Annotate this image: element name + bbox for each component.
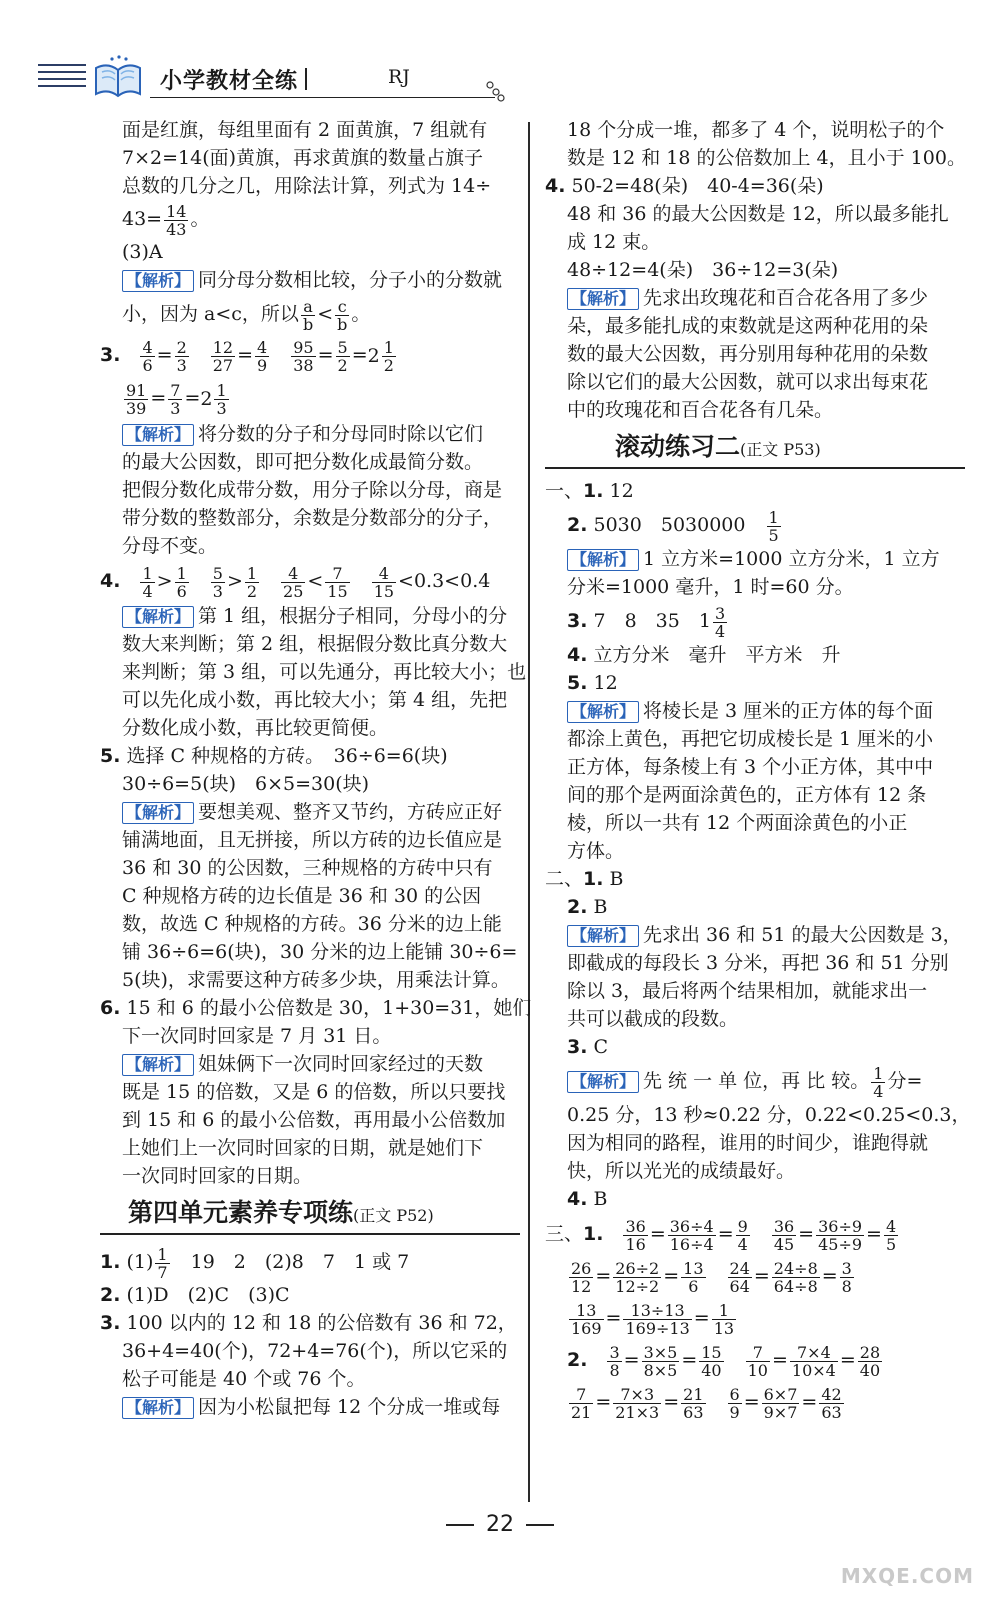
p32-row2 [545,1381,965,1423]
analysis-tag: 【解析】 [567,1071,639,1093]
section-title-rolling2: 滚动练习二(正文 P53) [545,430,965,469]
fraction: $\frac{24\div 8}{64\div 8}$ [773,1258,818,1296]
p24-line: 4. B [567,1188,608,1210]
title-separator [305,68,307,90]
fraction: $\frac{7}{3}$ [170,380,181,418]
text: 2. [567,1349,588,1371]
fraction: $\frac{24}{64}$ [729,1258,750,1296]
analysis-line: 【解析】 要想美观、整齐又节约，方砖应正好 [100,798,520,826]
q5-line: 30÷6=5(块) 6×5=30(块) [122,773,370,795]
fraction: $\frac{4}{5}$ [885,1216,897,1254]
analysis-line: 间的那个是两面涂黄色的，正方体有 12 条 [567,784,927,806]
p22-line: 2. B [567,896,608,918]
text-line [100,200,520,238]
analysis-line: 数的最大公因数，再分别用每种花用的朵数 [567,343,929,365]
fraction: $\frac{26\div 2}{12\div 2}$ [615,1258,660,1296]
fraction: $\frac{1}{4}$ [142,563,153,601]
text: = [839,1349,856,1371]
text: = [623,1349,640,1371]
fraction: $\frac{12}{27}$ [212,337,234,375]
text: = [184,387,201,409]
fraction: $\frac{14}{43}$ [166,201,187,239]
fraction: $\frac{36}{45}$ [773,1216,795,1254]
fraction: $\frac{7\times 3}{21\times 3}$ [615,1384,660,1422]
analysis-line: 【解析】 先 统 一 单 位，再 比 较。 $\frac{1}{4}$ 分= [545,1061,965,1101]
s3-line: 松子可能是 40 个或 76 个。 [122,1368,366,1390]
header-underline [150,97,495,98]
text: < [307,570,324,592]
fraction: $\frac{4}{15}$ [373,563,395,601]
text: 2 [200,388,213,410]
fraction: $\frac{1}{6}$ [176,563,187,601]
q3-row1 [100,334,520,377]
analysis-line: 除以 3，最后将两个结果相加，就能求出一 [567,980,928,1002]
text: = [605,1307,622,1329]
fraction: $\frac{5}{3}$ [212,563,223,601]
fraction: $\frac{5}{2}$ [337,337,348,375]
analysis-line: 铺满地面，且无拼接，所以方砖的边长值应是 [122,829,503,851]
analysis-tag: 【解析】 [567,701,639,723]
analysis-line: 【解析】 先求出 36 和 51 的最大公因数是 3， [545,921,965,949]
q4-line: 成 12 束。 [567,231,661,253]
analysis-line: 【解析】 同分母分数相比较，分子小的分数就 [100,266,520,294]
q6-line: 6. 15 和 6 的最小公倍数是 30，1+30=31，她们 [100,997,532,1019]
fraction: $\frac{36\div 4}{16\div 4}$ [669,1216,714,1254]
analysis-line: 既是 15 的倍数，又是 6 的倍数，所以只要找 [122,1081,506,1103]
text: > [156,570,173,592]
fraction: $\frac{13}{6}$ [683,1258,704,1296]
analysis-line: 【解析】 将棱长是 3 厘米的正方体的每个面 [545,697,965,725]
fraction: $\frac{1}{2}$ [383,337,394,375]
fraction: $\frac{13\div 13}{169\div 13}$ [625,1300,690,1338]
fraction: $\frac{1}{4}$ [873,1063,884,1101]
p5-line: 5. 12 [567,672,618,694]
p23-line: 3. C [567,1036,609,1058]
fraction: $\frac{6}{9}$ [729,1384,740,1422]
analysis-line: 【解析】 因为小松鼠把每 12 个分成一堆或每 [100,1393,520,1421]
analysis-line: 把假分数化成带分数，用分子除以分母，商是 [122,479,503,501]
q4-line: 4. 50-2=48(朵) 40-4=36(朵) [545,175,824,197]
text: = [595,1265,612,1287]
fraction: $\frac{36\div 9}{45\div 9}$ [818,1216,863,1254]
analysis-line: 【解析】 1 立方米=1000 立方分米，1 立方 [545,545,965,573]
q5-line: 5. 选择 C 种规格的方砖。 36÷6=6(块) [100,745,448,767]
section-title-unit4: 第四单元素养专项练(正文 P52) [100,1196,520,1235]
page-header [0,50,1000,110]
analysis-line: C 种规格方砖的边长值是 36 和 30 的公因 [122,885,482,907]
fraction: $\frac{13}{169}$ [571,1300,602,1338]
fraction: $\frac{1}{13}$ [713,1300,735,1338]
q3-row2 [100,377,520,420]
analysis-line: 上她们上一次同时回家的日期，就是她们下 [122,1137,484,1159]
text: = [595,1391,612,1413]
analysis-line: 中的玫瑰花和百合花各有几朵。 [567,399,834,421]
text: = [150,387,167,409]
analysis-line: 可以先化成小数，再比较大小；第 4 组，先把 [122,689,508,711]
fraction: $\frac{4}{9}$ [257,337,268,375]
p32-row1 [545,1339,965,1381]
fraction: $\frac{15}{40}$ [701,1342,722,1380]
fraction: $\frac{28}{40}$ [859,1342,881,1380]
text: = [801,1391,818,1413]
analysis-line: 36 和 30 的公因数，三种规格的方砖中只有 [122,857,493,879]
analysis-line: 【解析】 先求出玫瑰花和百合花各用了多少 [545,284,965,312]
fraction: $\frac{21}{63}$ [683,1384,704,1422]
analysis-tag: 【解析】 [567,549,639,571]
p3-line: 3. 7 8 35 1 $\frac{3}{4}$ [567,603,726,641]
p21-line: 二、1. B [545,868,624,890]
fraction: $\frac{95}{38}$ [293,337,314,375]
analysis-tag: 【解析】 [567,925,639,947]
fraction: $\frac{c}{b}$ [337,296,348,334]
watermark-text: MXQE.COM [840,1564,974,1588]
fraction: $\frac{7}{10}$ [747,1342,768,1380]
fraction: $\frac{3}{4}$ [714,603,726,641]
open-book-icon [92,54,144,100]
text: = [156,344,173,366]
fraction: $\frac{7}{21}$ [571,1384,592,1422]
page-number: 22 [0,1512,1000,1537]
fraction: $\frac{7\times 4}{10\times 4}$ [791,1342,836,1380]
text: 。 [190,208,210,230]
text: 43= [122,208,163,230]
right-column [545,116,971,1423]
analysis-tag: 【解析】 [122,424,194,446]
analysis-line: 分米=1000 毫升，1 时=60 分。 [567,576,854,598]
analysis-line: 带分数的整数部分，余数是分数部分的分子， [122,507,503,529]
fraction: $\frac{a}{b}$ [302,296,314,334]
text: = [681,1349,698,1371]
analysis-line: 的最大公因数，即可把分数化成最简分数。 [122,451,484,473]
edition-label: RJ [388,66,410,88]
decorative-circles-icon [486,80,506,102]
analysis-line: 即截成的每段长 3 分米，再把 36 和 51 分别 [567,952,949,974]
text: = [771,1349,788,1371]
text-line: 7×2=14(面)黄旗，再求黄旗的数量占旗子 [122,147,484,169]
text: = [821,1265,838,1287]
analysis-tag: 【解析】 [122,1397,194,1419]
analysis-line: 铺 36÷6=6(块)，30 分米的边上能铺 30÷6= [122,941,518,963]
analysis-line: 棱，所以一共有 12 个两面涂黄色的小正 [567,812,908,834]
fraction: $\frac{1}{3}$ [216,380,227,418]
text: = [351,344,368,366]
analysis-line: 方体。 [567,840,625,862]
analysis-line: 【解析】 第 1 组，根据分子相同，分母小的分 [100,602,520,630]
s3-line: 3. 100 以内的 12 和 18 的公倍数有 36 和 72， [100,1312,517,1334]
p2-line: 2. 5030 5030000 $\frac{1}{5}$ [567,507,779,545]
fraction: $\frac{42}{63}$ [821,1384,842,1422]
fraction: $\frac{1}{2}$ [246,563,258,601]
analysis-line: 来判断；第 3 组，可以先通分，再比较大小；也 [122,661,527,683]
analysis-line: 数，故选 C 种规格的方砖。36 分米的边上能 [122,913,502,935]
p1-line: 一、1. 12 [545,480,634,502]
fraction: $\frac{1}{7}$ [157,1244,168,1282]
analysis-line: 正方体，每条棱上有 3 个小正方体，其中中 [567,756,934,778]
column-divider [528,122,530,1502]
fraction: $\frac{4}{25}$ [283,563,304,601]
analysis-tag: 【解析】 [122,270,194,292]
analysis-line: 因为相同的路程，谁用的时间少，谁跑得就 [567,1132,929,1154]
s1-line: 1. (1) $\frac{1}{7}$ 19 2 (2)8 7 1 或 7 [100,1244,410,1282]
text: = [663,1265,680,1287]
text: = [317,344,334,366]
analysis-line: 5(块)，求需要这种方砖多少块，用乘法计算。 [122,969,510,991]
analysis-line: 一次同时回家的日期。 [122,1165,313,1187]
fraction: $\frac{3}{8}$ [841,1258,852,1296]
left-column [100,116,532,1421]
series-title: 小学教材全练 [160,69,299,94]
analysis-tag: 【解析】 [122,1054,194,1076]
fraction: $\frac{36}{16}$ [625,1216,646,1254]
text: 1. [583,1223,604,1245]
analysis-line: 【解析】 姐妹俩下一次同时回家经过的天数 [100,1050,520,1078]
text-line: 18 个分成一堆，都多了 4 个，说明松子的个 [567,119,945,141]
fraction: $\frac{3\times 5}{8\times 5}$ [643,1342,678,1380]
text: 3. [100,344,121,366]
analysis-line: 小，因为 a<c，所以 $\frac{a}{b}$ < $\frac{c}{b}$ 。 [122,296,371,334]
fraction: $\frac{6\times 7}{9\times 7}$ [763,1384,798,1422]
text: = [693,1307,710,1329]
text: = [717,1223,734,1245]
q6-line: 下一次同时回家是 7 月 31 日。 [122,1025,392,1047]
q4-line: 48÷12=4(朵) 36÷12=3(朵) [567,259,839,281]
q4-line: 48 和 36 的最大公因数是 12，所以最多能扎 [567,203,949,225]
analysis-line: 分母不变。 [122,535,218,557]
text: = [753,1265,770,1287]
text: 4. [100,570,121,592]
analysis-line: 数大来判断；第 2 组，根据假分数比真分数大 [122,633,508,655]
text-line: 数是 12 和 18 的公倍数加上 4，且小于 100。 [567,147,966,169]
fraction: $\frac{91}{39}$ [126,380,147,418]
s3-line: 36+4=40(个)，72+4=76(个)，所以它采的 [122,1340,508,1362]
p31-row3 [545,1297,965,1339]
p31-row2 [545,1255,965,1297]
header-lines [38,64,86,92]
fraction: $\frac{7}{15}$ [327,563,348,601]
text: = [798,1223,815,1245]
watermark [808,1530,978,1590]
text: <0.3<0.4 [398,570,491,592]
analysis-tag: 【解析】 [567,288,639,310]
text-line: 面是红旗，每组里面有 2 面黄旗，7 组就有 [122,119,488,141]
text: = [663,1391,680,1413]
fraction: $\frac{3}{8}$ [609,1342,620,1380]
fraction: $\frac{2}{3}$ [176,337,187,375]
analysis-tag: 【解析】 [122,606,194,628]
analysis-line: 分数化成小数，再比较更简便。 [122,717,389,739]
fraction: $\frac{1}{5}$ [768,507,779,545]
text: = [866,1223,882,1245]
analysis-line: 都涂上黄色，再把它切成棱长是 1 厘米的小 [567,728,934,750]
p4-line: 4. 立方分米 毫升 平方米 升 [567,644,841,666]
fraction: $\frac{26}{12}$ [571,1258,592,1296]
analysis-tag: 【解析】 [122,802,194,824]
s2-line: 2. (1)D (2)C (3)C [100,1284,290,1306]
text-line: (3)A [122,241,163,263]
analysis-line: 快，所以光光的成绩最好。 [567,1160,796,1182]
text: 2 [367,345,380,367]
q4-row [100,560,520,602]
analysis-line: 0.25 分，13 秒≈0.22 分，0.22<0.25<0.3， [567,1104,971,1126]
analysis-line: 【解析】 将分数的分子和分母同时除以它们 [100,420,520,448]
analysis-line: 到 15 和 6 的最小公倍数，再用最小公倍数加 [122,1109,506,1131]
text: > [226,570,243,592]
analysis-line: 朵，最多能扎成的束数就是这两种花用的朵 [567,315,929,337]
text-line: 总数的几分之几，用除法计算，列式为 14÷ [122,175,492,197]
p31-row1 [545,1213,965,1255]
text: 三、 [545,1223,584,1245]
fraction: $\frac{4}{6}$ [142,337,153,375]
text: = [237,344,254,366]
analysis-line: 共可以截成的段数。 [567,1008,739,1030]
text: = [743,1391,760,1413]
fraction: $\frac{9}{4}$ [737,1216,748,1254]
text: = [649,1223,666,1245]
analysis-line: 除以它们的最大公因数，就可以求出每束花 [567,371,929,393]
